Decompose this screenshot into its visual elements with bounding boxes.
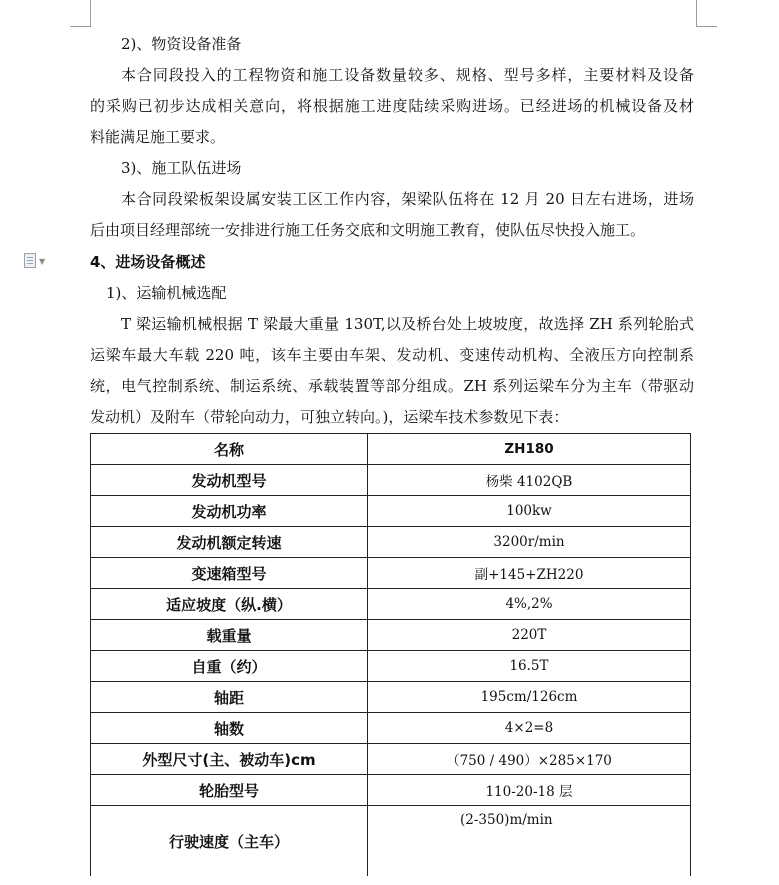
row-value: 195cm/126cm	[368, 682, 691, 713]
header-name-cell: 名称	[91, 434, 368, 465]
table-row	[91, 682, 691, 713]
caret-down-icon: ▼	[39, 257, 46, 266]
paragraph-line: 本合同段梁板架设属安装工区工作内容，架梁队伍将在 12 月 20 日左右进场，进场	[121, 190, 694, 208]
row-key: 发动机额定转速	[91, 527, 368, 558]
row-key: 载重量	[91, 620, 368, 651]
paragraph-line: T 梁运输机械根据 T 梁最大重量 130T,以及桥台处上坡坡度，故选择 ZH 系列轮胎式	[121, 315, 694, 333]
row-key: 轴数	[91, 713, 368, 744]
table-row	[91, 496, 691, 527]
row-value: 100kw	[368, 496, 691, 527]
section-heading: 4、进场设备概述	[90, 253, 206, 271]
heading-crew: 3)、施工队伍进场	[121, 159, 242, 177]
table-header-row	[91, 434, 691, 465]
table-row	[91, 806, 691, 877]
row-key: 行驶速度（主车）	[91, 806, 368, 877]
row-value: 4%,2%	[368, 589, 691, 620]
row-key: 轴距	[91, 682, 368, 713]
row-value: 16.5T	[368, 651, 691, 682]
spec-table	[90, 433, 691, 876]
row-key: 发动机功率	[91, 496, 368, 527]
paragraph-line: 统，电气控制系统、制运系统、承载装置等部分组成。ZH 系列运梁车分为主车（带驱动	[90, 377, 694, 395]
heading-materials: 2)、物资设备准备	[121, 35, 242, 53]
row-key: 适应坡度（纵.横）	[91, 589, 368, 620]
row-key: 外型尺寸(主、被动车)cm	[91, 744, 368, 775]
paragraph-line: 运梁车最大车载 220 吨，该车主要由车架、发动机、变速传动机构、全液压方向控制系	[90, 346, 694, 364]
table-row	[91, 589, 691, 620]
table-row	[91, 651, 691, 682]
row-key: 发动机型号	[91, 465, 368, 496]
paragraph-line: 本合同段投入的工程物资和施工设备数量较多、规格、型号多样，主要材料及设备	[121, 66, 694, 84]
document-icon	[24, 253, 36, 268]
table-row	[91, 744, 691, 775]
table-row	[91, 558, 691, 589]
table-row	[91, 713, 691, 744]
subheading-transport: 1)、运输机械选配	[106, 284, 227, 302]
paragraph-line: 后由项目经理部统一安排进行施工任务交底和文明施工教育，使队伍尽快投入施工。	[90, 221, 646, 239]
row-value: 杨柴 4102QB	[368, 465, 691, 496]
table-row	[91, 775, 691, 806]
row-key: 变速箱型号	[91, 558, 368, 589]
page-corner-mark-right	[696, 0, 717, 27]
row-key: 自重（约）	[91, 651, 368, 682]
row-value: 4×2=8	[368, 713, 691, 744]
paragraph-line: 的采购已初步达成相关意向，将根据施工进度陆续采购进场。已经进场的机械设备及材	[90, 97, 694, 115]
paragraph-line: 发动机）及附车（带轮向动力，可独立转向。)，运梁车技术参数见下表：	[90, 408, 569, 426]
page-corner-mark-left	[70, 0, 91, 27]
row-value: 副+145+ZH220	[368, 558, 691, 589]
row-key: 轮胎型号	[91, 775, 368, 806]
row-value: (2-350)m/min	[368, 806, 691, 877]
header-model-cell: ZH180	[368, 434, 691, 465]
paragraph-options-button[interactable]	[24, 253, 54, 269]
table-row	[91, 465, 691, 496]
row-value: 3200r/min	[368, 527, 691, 558]
row-value: 110-20-18 层	[368, 775, 691, 806]
row-value: 220T	[368, 620, 691, 651]
table-row	[91, 620, 691, 651]
row-value: （750 / 490）×285×170	[368, 744, 691, 775]
table-row	[91, 527, 691, 558]
paragraph-line: 料能满足施工要求。	[90, 128, 226, 146]
